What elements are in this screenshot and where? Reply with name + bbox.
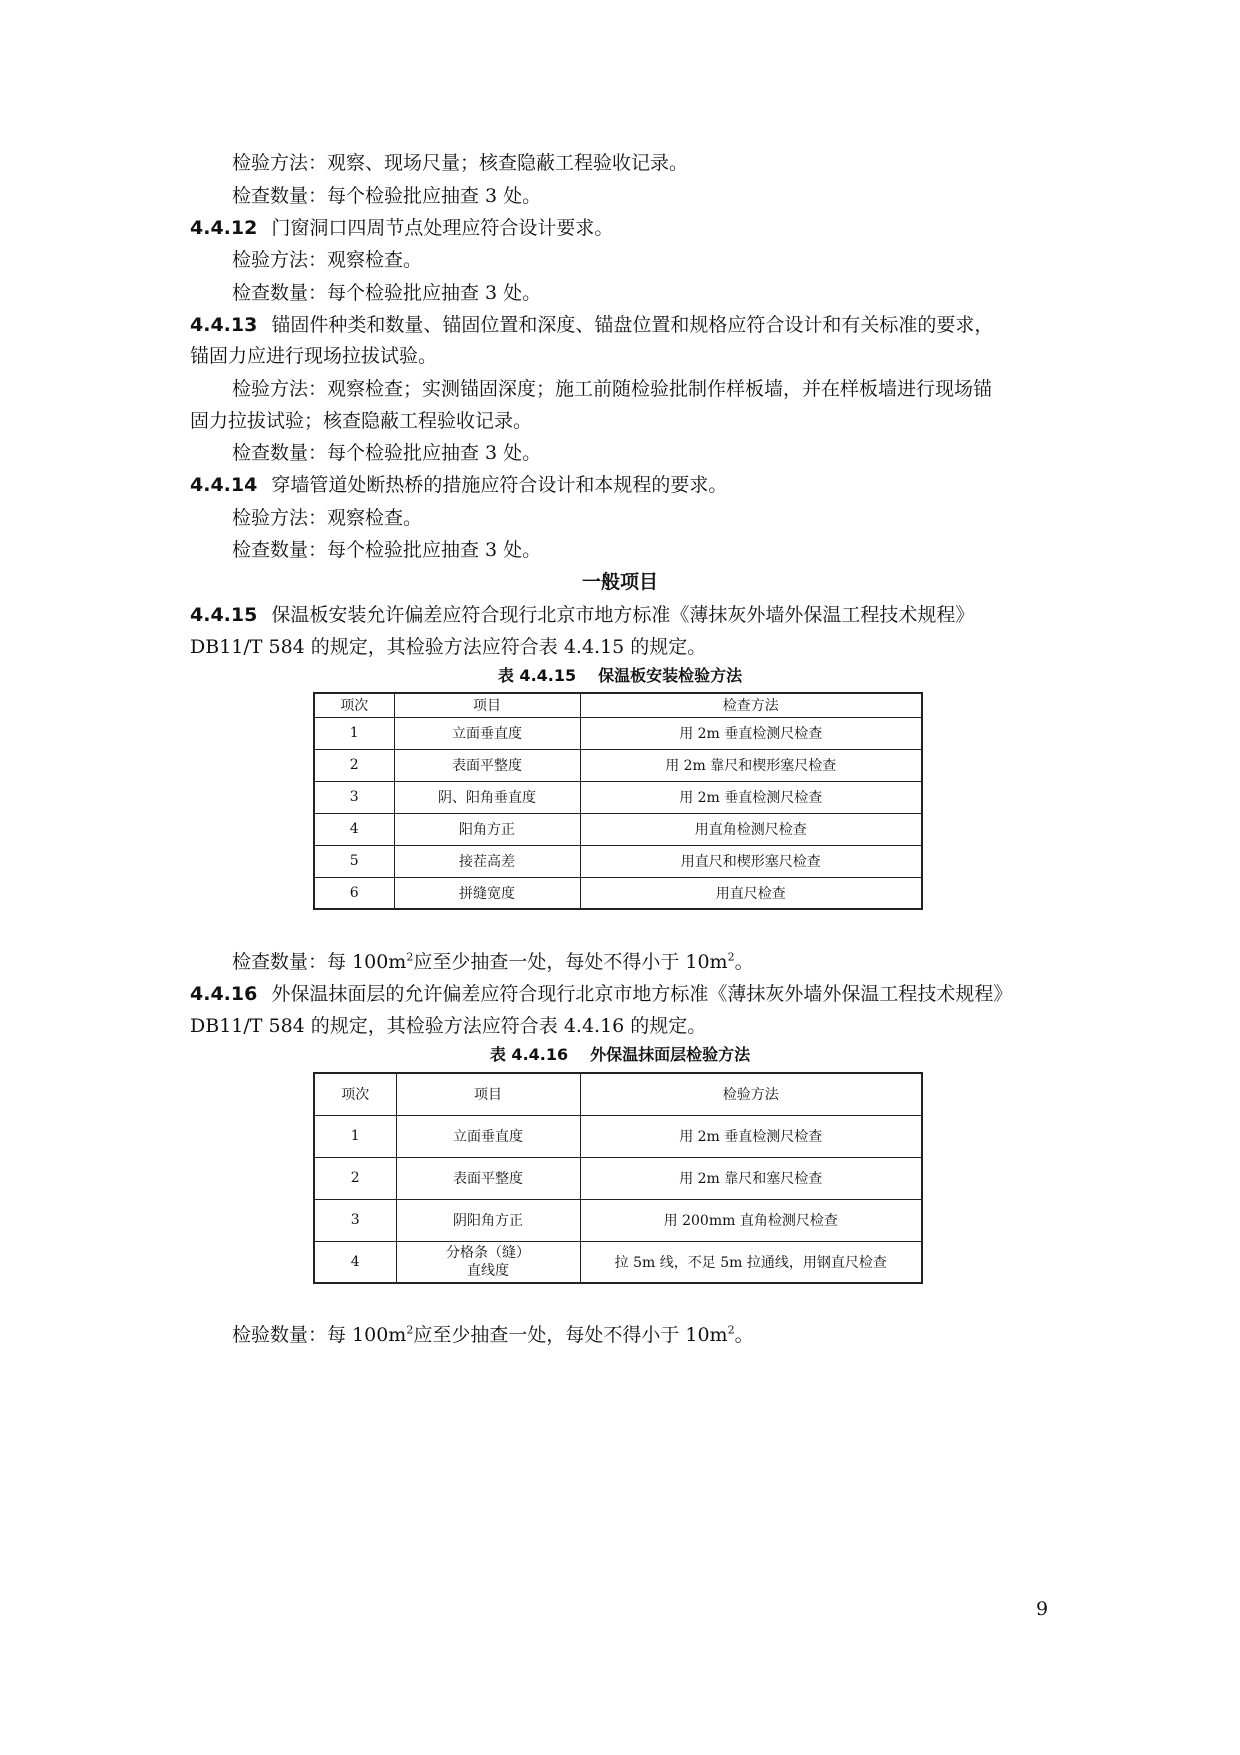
table-cell: 阴阳角方正 (396, 1199, 580, 1241)
table-cell: 用 2m 靠尺和楔形塞尺检查 (580, 749, 922, 781)
table-cell: 拉 5m 线，不足 5m 拉通线，用钢直尺检查 (580, 1241, 922, 1283)
table-cell: 4 (314, 813, 394, 845)
table-row (314, 877, 922, 909)
table-header-row (314, 1073, 922, 1115)
clause-text: 保温板安装允许偏差应符合现行北京市地方标准《薄抹灰外墙外保温工程技术规程》 (271, 604, 975, 626)
table-cell: 用 2m 垂直检测尺检查 (580, 1115, 922, 1157)
table-row (314, 845, 922, 877)
table-cell: 用直尺检查 (580, 877, 922, 909)
clause-4-4-13 (190, 313, 993, 337)
table-cell: 1 (314, 1115, 396, 1157)
clause-text-continued: 锚固力应进行现场拉拔试验。 (190, 345, 438, 367)
header-cell: 项目 (394, 693, 580, 717)
table-caption (0, 1044, 1240, 1066)
quantity-text: 检验数量：每 100m (232, 1324, 407, 1346)
table-cell: 用 2m 靠尺和塞尺检查 (580, 1157, 922, 1199)
superscript: 2 (406, 1323, 414, 1337)
clause-text: 门窗洞口四周节点处理应符合设计要求。 (271, 217, 614, 239)
cell-line: 分格条（缝） (446, 1244, 530, 1261)
clause-number: 4.4.12 (190, 217, 258, 239)
quantity-line (232, 950, 754, 974)
table-cell: 阴、阳角垂直度 (394, 781, 580, 813)
clause-text-continued: DB11/T 584 的规定，其检验方法应符合表 4.4.15 的规定。 (190, 636, 707, 658)
quantity-text: 应至少抽查一处，每处不得小于 10m (413, 951, 728, 973)
table-caption-title: 外保温抹面层检验方法 (590, 1045, 751, 1064)
table-row (314, 749, 922, 781)
table-cell: 5 (314, 845, 394, 877)
method-line: 检验方法：观察检查。 (232, 507, 423, 529)
inspection-table-4-4-16 (313, 1072, 923, 1284)
clause-number: 4.4.16 (190, 983, 258, 1005)
table-cell: 3 (314, 1199, 396, 1241)
table-row (314, 781, 922, 813)
quantity-text: 。 (734, 1324, 754, 1346)
page-number: 9 (1036, 1598, 1049, 1620)
quantity-line: 检查数量：每个检验批应抽查 3 处。 (232, 185, 542, 207)
header-cell: 检查方法 (580, 693, 922, 717)
header-cell: 检验方法 (580, 1073, 922, 1115)
quantity-line: 检查数量：每个检验批应抽查 3 处。 (232, 442, 542, 464)
table-cell: 用 200mm 直角检测尺检查 (580, 1199, 922, 1241)
superscript: 2 (406, 950, 414, 964)
clause-number: 4.4.13 (190, 314, 258, 336)
clause-4-4-15 (190, 603, 974, 627)
quantity-line: 检查数量：每个检验批应抽查 3 处。 (232, 282, 542, 304)
clause-number: 4.4.15 (190, 604, 258, 626)
method-line: 检验方法：观察、现场尺量；核查隐蔽工程验收记录。 (232, 152, 689, 174)
section-heading: 一般项目 (581, 571, 658, 593)
table-row (314, 717, 922, 749)
table-row (314, 1157, 922, 1199)
quantity-text: 检查数量：每 100m (232, 951, 407, 973)
quantity-text: 。 (734, 951, 754, 973)
table-cell: 表面平整度 (394, 749, 580, 781)
quantity-line: 检查数量：每个检验批应抽查 3 处。 (232, 539, 542, 561)
header-cell: 项目 (396, 1073, 580, 1115)
table-caption-title: 保温板安装检验方法 (598, 666, 743, 685)
table-cell: 1 (314, 717, 394, 749)
superscript: 2 (727, 950, 735, 964)
method-line: 检验方法：观察检查。 (232, 249, 423, 271)
table-row (314, 1199, 922, 1241)
quantity-text: 应至少抽查一处，每处不得小于 10m (413, 1324, 728, 1346)
table-cell: 立面垂直度 (394, 717, 580, 749)
table-cell: 2 (314, 1157, 396, 1199)
table-cell: 用直角检测尺检查 (580, 813, 922, 845)
table-row (314, 1241, 922, 1283)
table-cell: 6 (314, 877, 394, 909)
clause-text: 外保温抹面层的允许偏差应符合现行北京市地方标准《薄抹灰外墙外保温工程技术规程》 (271, 983, 1013, 1005)
cell-line: 直线度 (467, 1262, 509, 1279)
header-cell: 项次 (314, 693, 394, 717)
clause-number: 4.4.14 (190, 474, 258, 496)
table-cell: 用 2m 垂直检测尺检查 (580, 781, 922, 813)
clause-4-4-16 (190, 982, 1012, 1006)
table-caption-number: 表 4.4.15 (497, 666, 577, 685)
table-cell: 表面平整度 (396, 1157, 580, 1199)
table-cell: 接茬高差 (394, 845, 580, 877)
inspection-table-4-4-15 (313, 692, 923, 910)
table-cell: 拼缝宽度 (394, 877, 580, 909)
table-caption-number: 表 4.4.16 (489, 1045, 569, 1064)
method-line: 检验方法：观察检查；实测锚固深度；施工前随检验批制作样板墙，并在样板墙进行现场锚 (232, 378, 993, 400)
table-cell: 用 2m 垂直检测尺检查 (580, 717, 922, 749)
header-cell: 项次 (314, 1073, 396, 1115)
table-cell: 3 (314, 781, 394, 813)
table-cell: 立面垂直度 (396, 1115, 580, 1157)
clause-4-4-12 (190, 216, 613, 240)
table-cell: 2 (314, 749, 394, 781)
table-cell: 用直尺和楔形塞尺检查 (580, 845, 922, 877)
clause-text-continued: DB11/T 584 的规定，其检验方法应符合表 4.4.16 的规定。 (190, 1015, 707, 1037)
table-cell (396, 1241, 580, 1283)
clause-text: 锚固件种类和数量、锚固位置和深度、锚盘位置和规格应符合设计和有关标准的要求， (271, 314, 994, 336)
quantity-line (232, 1323, 754, 1347)
method-line-continued: 固力拉拔试验；核查隐蔽工程验收记录。 (190, 410, 533, 432)
table-row (314, 1115, 922, 1157)
table-header-row (314, 693, 922, 717)
clause-4-4-14 (190, 473, 727, 497)
clause-text: 穿墙管道处断热桥的措施应符合设计和本规程的要求。 (271, 474, 728, 496)
table-row (314, 813, 922, 845)
superscript: 2 (727, 1323, 735, 1337)
table-cell: 4 (314, 1241, 396, 1283)
table-cell: 阳角方正 (394, 813, 580, 845)
table-caption (0, 665, 1240, 687)
